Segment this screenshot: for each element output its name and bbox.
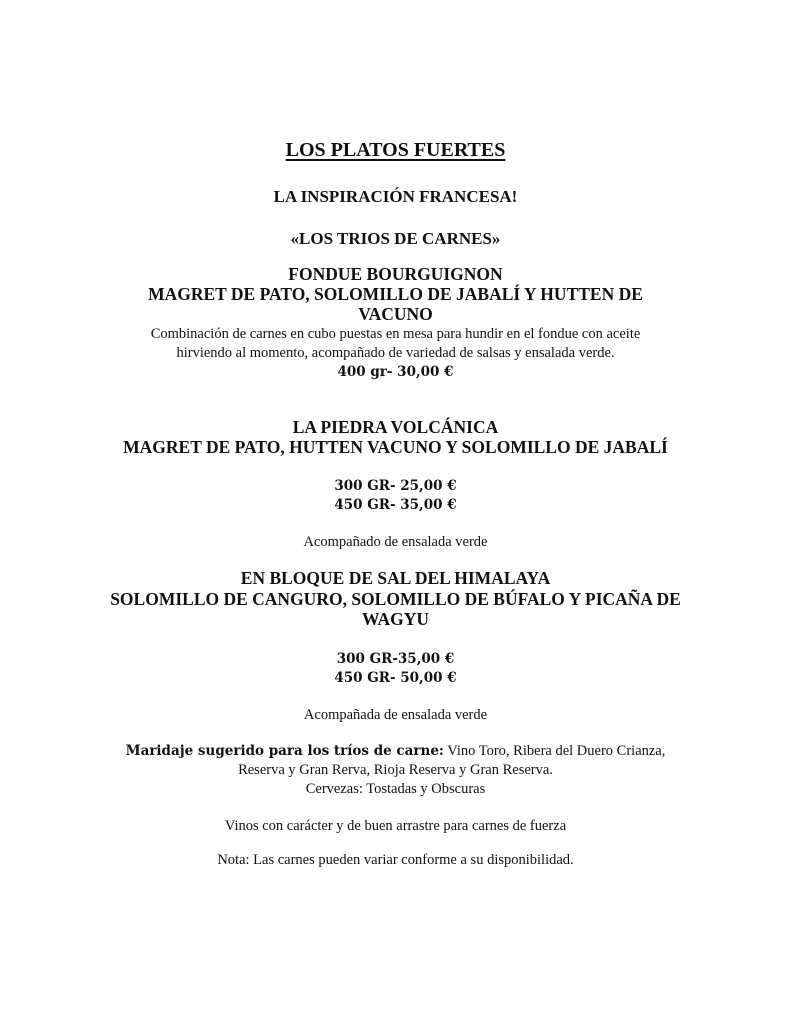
dish-meats-cont: WAGYU (361, 609, 430, 629)
dish-meats: MAGRET DE PATO, HUTTEN VACUNO Y SOLOMILLO DE JABALÍ (123, 437, 668, 457)
availability-note: Nota: Las carnes pueden variar conforme a su disponibilidad. (217, 852, 574, 868)
pairing-label: Maridaje sugerido para los tríos de carne: (125, 743, 444, 759)
dish-name: FONDUE BOURGUIGNON (288, 264, 503, 284)
dish-side: Acompañado de ensalada verde (303, 534, 488, 550)
pairing-beers: Cervezas: Tostadas y Obscuras (305, 781, 486, 797)
dish-side: Acompañada de ensalada verde (303, 707, 488, 723)
pairing-line (0, 742, 791, 761)
dish-price: 400 gr- 30,00 € (337, 364, 454, 380)
dish-meats-cont: VACUNO (358, 304, 433, 324)
page-subtitle: LA INSPIRACIÓN FRANCESA! (273, 187, 518, 206)
dish-name: LA PIEDRA VOLCÁNICA (292, 417, 499, 437)
pairing-wines: Vino Toro, Ribera del Duero Crianza, (443, 743, 666, 759)
dish-price: 450 GR- 35,00 € (334, 497, 457, 513)
dish-name: EN BLOQUE DE SAL DEL HIMALAYA (240, 568, 551, 588)
pairing-wines-cont: Reserva y Gran Rerva, Rioja Reserva y Gran Reserva. (238, 762, 553, 778)
dish-description-cont: hirviendo al momento, acompañado de variedad de salsas y ensalada verde. (176, 345, 615, 361)
dish-price: 300 GR-35,00 € (336, 651, 455, 667)
dish-price: 450 GR- 50,00 € (334, 670, 457, 686)
dish-meats: MAGRET DE PATO, SOLOMILLO DE JABALÍ Y HUTTEN DE (148, 284, 643, 304)
section-title: «LOS TRIOS DE CARNES» (290, 229, 501, 248)
dish-price: 300 GR- 25,00 € (334, 478, 457, 494)
dish-description: Combinación de carnes en cubo puestas en mesa para hundir en el fondue con aceite (150, 326, 641, 342)
dish-meats: SOLOMILLO DE CANGURO, SOLOMILLO DE BÚFALO Y PICAÑA DE (110, 589, 681, 609)
page-title: LOS PLATOS FUERTES (285, 139, 506, 161)
wine-note: Vinos con carácter y de buen arrastre para carnes de fuerza (224, 818, 567, 834)
